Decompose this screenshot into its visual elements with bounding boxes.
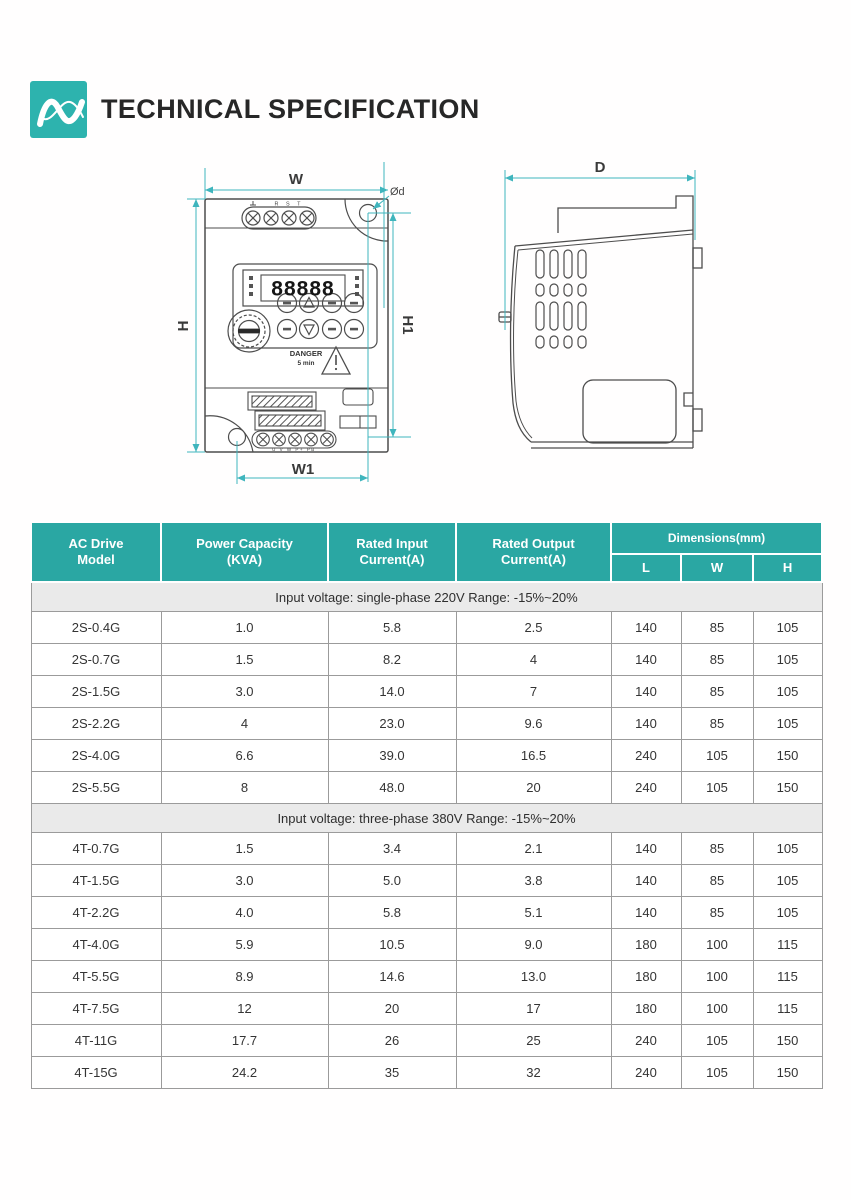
value-cell: 9.0 [456, 929, 611, 961]
value-cell: 105 [753, 612, 822, 644]
wave-m-logo-icon [30, 81, 87, 138]
value-cell: 140 [611, 676, 681, 708]
value-cell: 25 [456, 1025, 611, 1057]
value-cell: 115 [753, 929, 822, 961]
col-header-line: Current(A) [359, 552, 425, 567]
col-header-line: Current(A) [501, 552, 566, 567]
value-cell: 105 [681, 740, 753, 772]
table-row [31, 1057, 822, 1089]
col-header-line: Rated Output [492, 535, 575, 551]
value-cell: 3.0 [161, 865, 328, 897]
value-cell: 2.5 [456, 612, 611, 644]
col-header-line: Rated Input [356, 535, 428, 551]
col-header-line: Model [77, 552, 115, 567]
value-cell: 5.1 [456, 897, 611, 929]
value-cell: 1.5 [161, 833, 328, 865]
value-cell: 85 [681, 612, 753, 644]
value-cell: 150 [753, 740, 822, 772]
dim-label-h1: H1 [399, 315, 416, 335]
dim-label-d: D [594, 159, 606, 176]
table-row [31, 1025, 822, 1057]
table-row [31, 833, 822, 865]
value-cell: 105 [753, 897, 822, 929]
table-row [31, 961, 822, 993]
model-cell: 4T-5.5G [31, 961, 161, 993]
ventilation-slots [536, 250, 586, 348]
value-cell: 85 [681, 708, 753, 740]
model-cell: 4T-1.5G [31, 865, 161, 897]
value-cell: 100 [681, 929, 753, 961]
display-digits: 88888 [271, 277, 335, 301]
table-header [31, 522, 822, 582]
model-cell: 4T-7.5G [31, 993, 161, 1025]
value-cell: 100 [681, 993, 753, 1025]
side-view-dimensions [505, 170, 695, 330]
table-row [31, 612, 822, 644]
table-row [31, 708, 822, 740]
value-cell: 8.2 [328, 644, 456, 676]
value-cell: 32 [456, 1057, 611, 1089]
col-header-model [31, 522, 161, 582]
value-cell: 2.1 [456, 833, 611, 865]
value-cell: 26 [328, 1025, 456, 1057]
table-row [31, 644, 822, 676]
model-cell: 2S-2.2G [31, 708, 161, 740]
value-cell: 105 [681, 1025, 753, 1057]
value-cell: 17 [456, 993, 611, 1025]
value-cell: 20 [456, 772, 611, 804]
value-cell: 180 [611, 993, 681, 1025]
value-cell: 10.5 [328, 929, 456, 961]
value-cell: 105 [753, 833, 822, 865]
model-cell: 2S-4.0G [31, 740, 161, 772]
value-cell: 150 [753, 1057, 822, 1089]
value-cell: 1.5 [161, 644, 328, 676]
value-cell: 48.0 [328, 772, 456, 804]
front-view-drawing [175, 148, 437, 510]
value-cell: 7 [456, 676, 611, 708]
col-header-rated-input [328, 522, 456, 582]
dim-label-w1: W1 [291, 461, 315, 478]
value-cell: 14.0 [328, 676, 456, 708]
value-cell: 3.0 [161, 676, 328, 708]
voltage-section-label: Input voltage: three-phase 380V Range: -15%~20% [31, 804, 822, 833]
value-cell: 180 [611, 929, 681, 961]
col-header-dim-l: L [611, 554, 681, 582]
value-cell: 240 [611, 740, 681, 772]
value-cell: 150 [753, 1025, 822, 1057]
value-cell: 85 [681, 865, 753, 897]
value-cell: 85 [681, 833, 753, 865]
value-cell: 105 [753, 676, 822, 708]
col-header-dim-h: H [753, 554, 822, 582]
value-cell: 150 [753, 772, 822, 804]
value-cell: 3.4 [328, 833, 456, 865]
value-cell: 5.8 [328, 897, 456, 929]
model-cell: 2S-5.5G [31, 772, 161, 804]
table-row [31, 993, 822, 1025]
drive-side-body [499, 196, 702, 448]
value-cell: 140 [611, 865, 681, 897]
brand-logo [30, 81, 87, 138]
value-cell: 9.6 [456, 708, 611, 740]
table-row [31, 676, 822, 708]
value-cell: 105 [753, 708, 822, 740]
value-cell: 105 [753, 644, 822, 676]
value-cell: 5.0 [328, 865, 456, 897]
value-cell: 4 [456, 644, 611, 676]
danger-sublabel: 5 min [297, 360, 315, 367]
value-cell: 140 [611, 612, 681, 644]
side-view-drawing [465, 145, 737, 517]
specification-table [30, 521, 823, 1089]
value-cell: 140 [611, 833, 681, 865]
dim-label-w: W [288, 171, 304, 188]
voltage-section-row [31, 582, 822, 612]
value-cell: 3.8 [456, 865, 611, 897]
value-cell: 5.9 [161, 929, 328, 961]
voltage-section-row [31, 804, 822, 833]
model-cell: 2S-1.5G [31, 676, 161, 708]
value-cell: 35 [328, 1057, 456, 1089]
value-cell: 5.8 [328, 612, 456, 644]
value-cell: 240 [611, 1057, 681, 1089]
table-body [31, 582, 822, 1089]
value-cell: 12 [161, 993, 328, 1025]
value-cell: 6.6 [161, 740, 328, 772]
output-terminal-labels: U V W P+ PB [272, 447, 316, 452]
rail-notch [684, 393, 693, 406]
value-cell: 100 [681, 961, 753, 993]
value-cell: 140 [611, 897, 681, 929]
danger-label: DANGER [289, 349, 323, 358]
model-cell: 2S-0.4G [31, 612, 161, 644]
value-cell: 105 [681, 772, 753, 804]
table-row [31, 929, 822, 961]
value-cell: 115 [753, 993, 822, 1025]
model-cell: 4T-11G [31, 1025, 161, 1057]
value-cell: 115 [753, 961, 822, 993]
value-cell: 8.9 [161, 961, 328, 993]
mounting-clip-top [693, 248, 702, 268]
col-header-line: (KVA) [226, 552, 263, 567]
col-header-line: Power Capacity [196, 535, 293, 551]
side-cover-plate [583, 380, 676, 443]
voltage-section-label: Input voltage: single-phase 220V Range: -15%~20% [31, 582, 822, 612]
col-header-power-capacity [161, 522, 328, 582]
value-cell: 4.0 [161, 897, 328, 929]
value-cell: 1.0 [161, 612, 328, 644]
value-cell: 8 [161, 772, 328, 804]
value-cell: 105 [753, 865, 822, 897]
value-cell: 4 [161, 708, 328, 740]
value-cell: 39.0 [328, 740, 456, 772]
value-cell: 23.0 [328, 708, 456, 740]
value-cell: 140 [611, 644, 681, 676]
value-cell: 240 [611, 1025, 681, 1057]
value-cell: 20 [328, 993, 456, 1025]
value-cell: 85 [681, 897, 753, 929]
model-cell: 4T-4.0G [31, 929, 161, 961]
table-row [31, 772, 822, 804]
value-cell: 240 [611, 772, 681, 804]
table-row [31, 897, 822, 929]
col-header-rated-output [456, 522, 611, 582]
dim-label-h: H [175, 320, 192, 332]
value-cell: 180 [611, 961, 681, 993]
model-cell: 4T-2.2G [31, 897, 161, 929]
value-cell: 14.6 [328, 961, 456, 993]
page-header [30, 81, 480, 138]
input-terminal-labels: R S T [274, 201, 304, 208]
model-cell: 4T-15G [31, 1057, 161, 1089]
col-header-dim-w: W [681, 554, 753, 582]
value-cell: 17.7 [161, 1025, 328, 1057]
value-cell: 24.2 [161, 1057, 328, 1089]
col-header-line: AC Drive [68, 535, 124, 551]
table-row [31, 865, 822, 897]
mounting-clip-bottom [693, 409, 702, 431]
model-cell: 4T-0.7G [31, 833, 161, 865]
value-cell: 85 [681, 644, 753, 676]
value-cell: 105 [681, 1057, 753, 1089]
dim-label-hole-diameter: Ød [390, 186, 405, 198]
model-cell: 2S-0.7G [31, 644, 161, 676]
drive-front-body [205, 199, 388, 452]
table-row [31, 740, 822, 772]
value-cell: 13.0 [456, 961, 611, 993]
page-title: TECHNICAL SPECIFICATION [101, 94, 480, 124]
value-cell: 85 [681, 676, 753, 708]
value-cell: 16.5 [456, 740, 611, 772]
col-header-dimensions: Dimensions(mm) [611, 522, 822, 554]
value-cell: 140 [611, 708, 681, 740]
